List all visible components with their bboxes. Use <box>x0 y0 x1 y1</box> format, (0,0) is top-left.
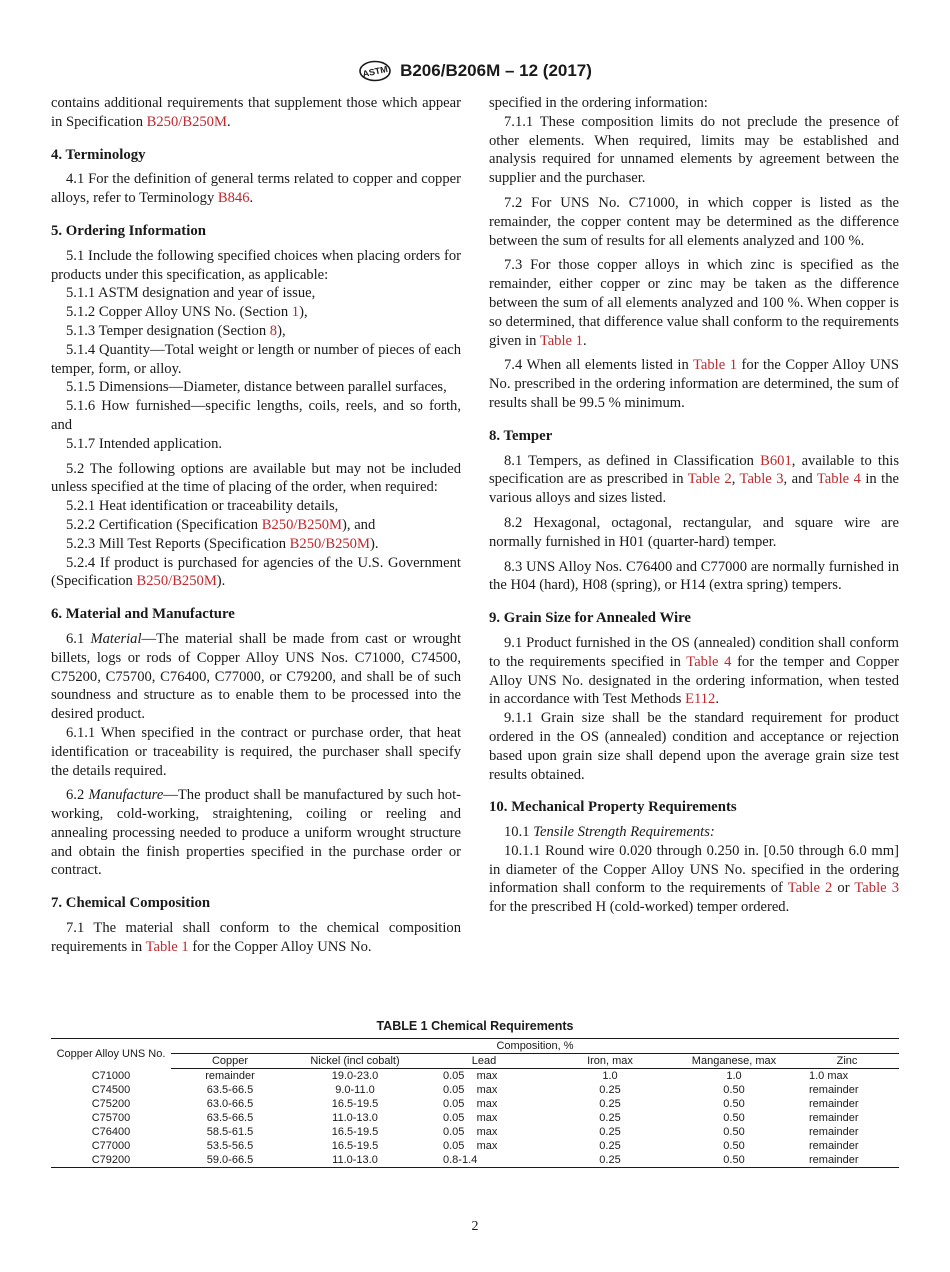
document-id: B206/B206M – 12 (2017) <box>400 61 592 80</box>
table-cell: 63.5-66.5 <box>206 1112 254 1124</box>
table-cell: C75700 <box>91 1112 131 1124</box>
table-cell: 0.25 <box>599 1112 621 1124</box>
paragraph-5-1-3: 5.1.3 Temper designation (Section 8), <box>66 322 286 339</box>
paragraph-5-2-2: 5.2.2 Certification (Specification B250/B250M), and <box>66 516 376 533</box>
table-title: TABLE 1 Chemical Requirements <box>376 1019 574 1033</box>
paragraph-5-1-7: 5.1.7 Intended application. <box>66 435 223 452</box>
table-cell: 0.25 <box>599 1126 621 1138</box>
section-heading-9: 9. Grain Size for Annealed Wire <box>489 610 691 627</box>
table-cell: 19.0-23.0 <box>331 1070 379 1082</box>
table-cell: remainder <box>795 1153 899 1168</box>
table-row <box>51 1083 899 1097</box>
ref-link[interactable]: B250/B250M <box>289 535 370 552</box>
chemical-requirements-table <box>51 1038 899 1168</box>
group-header-composition: Composition, % <box>171 1039 899 1054</box>
paragraph-8-2: 8.2 Hexagonal, octagonal, rectangular, and square wire are normally furnished in H01 (quarter-hard) temper. <box>489 514 899 550</box>
table-cell: 16.5-19.5 <box>331 1140 379 1152</box>
ref-link[interactable]: 1 <box>291 304 300 321</box>
page-number: 2 <box>471 1219 479 1234</box>
paragraph-7-1-1: 7.1.1 These composition limits do not preclude the presence of other elements. When required, limits may be established and analysis required for unnamed elements by agreement between the supplier and the purchaser. <box>489 113 899 187</box>
ref-link[interactable]: B250/B250M <box>136 573 217 590</box>
table-row <box>51 1153 899 1168</box>
paragraph-9-1-1: 9.1.1 Grain size shall be the standard requirement for product ordered in the OS (annealed) condition and acceptance or rejection based upon grain size shall depend upon the average grain size test results obtained. <box>489 710 899 783</box>
paragraph-5-2: 5.2 The following options are available but may not be included unless specified at the time of placing of the order, when required: <box>51 460 461 496</box>
table-cell: 0.50 <box>723 1098 745 1110</box>
paragraph-6-1-1: 6.1.1 When specified in the contract or purchase order, that heat identification or traceability is required, the purchaser shall specify the details required. <box>51 724 461 779</box>
paragraph-8-1: 8.1 Tempers, as defined in Classification B601, available to this specification are as prescribed in Table 2, Table 3, and Table 4 in the various alloys and sizes listed. <box>489 452 899 507</box>
col-header: Iron, max <box>547 1054 673 1069</box>
ref-link[interactable]: Table 2 <box>687 471 732 488</box>
table-row <box>51 1139 899 1153</box>
table-cell: 0.50 <box>723 1112 745 1124</box>
table-cell: C75200 <box>91 1098 131 1110</box>
table-cell: 16.5-19.5 <box>331 1098 379 1110</box>
col-header: Manganese, max <box>673 1054 795 1069</box>
table-cell: 1.0 <box>602 1070 618 1082</box>
table-row <box>51 1069 899 1084</box>
ref-link[interactable]: B846 <box>217 190 250 207</box>
paragraph-5-1-2: 5.1.2 Copper Alloy UNS No. (Section 1), <box>66 304 308 321</box>
table-cell: 63.0-66.5 <box>206 1098 254 1110</box>
table-cell: 63.5-66.5 <box>206 1084 254 1096</box>
paragraph-5-1-4: 5.1.4 Quantity—Total weight or length or number of pieces of each temper, form, or alloy. <box>51 341 461 377</box>
paragraph-5-1: 5.1 Include the following specified choices when placing orders for products under this specification, as applicable: <box>51 247 461 283</box>
svg-text:ASTM: ASTM <box>361 63 389 80</box>
col-header: Lead <box>421 1054 547 1069</box>
ref-link[interactable]: Table 3 <box>739 471 784 488</box>
paragraph-5-1-1: 5.1.1 ASTM designation and year of issue, <box>66 285 316 302</box>
ref-link[interactable]: Table 2 <box>787 880 833 897</box>
table-cell: remainder <box>205 1070 255 1082</box>
ref-link[interactable]: Table 1 <box>693 357 738 374</box>
table-cell: 0.05 max <box>443 1140 498 1152</box>
paragraph-4-1: 4.1 For the definition of general terms related to copper and copper alloys, refer to Terminology B846. <box>51 171 461 207</box>
table-cell: 0.05 max <box>443 1126 498 1138</box>
section-heading-4: 4. Terminology <box>51 146 146 163</box>
table-cell: remainder <box>809 1112 859 1124</box>
table-cell: C71000 <box>91 1069 131 1082</box>
table-cell: 0.05 max <box>443 1084 498 1096</box>
paragraph-continued: contains additional requirements that supplement those which appear in Specification B250/B250M. <box>51 95 461 130</box>
section-heading-6: 6. Material and Manufacture <box>51 606 235 623</box>
left-column <box>51 94 461 957</box>
section-heading-10: 10. Mechanical Property Requirements <box>489 799 737 816</box>
table-cell: 0.25 <box>599 1140 621 1152</box>
col-header: Nickel (incl cobalt) <box>289 1054 421 1069</box>
paragraph-7-3: 7.3 For those copper alloys in which zinc is specified as the remainder, either copper or zinc may be taken as the difference between the sum of all elements analyzed and 100 %. When copper is so determined, that difference value shall conform to the requirements given in Table 1. <box>489 257 899 349</box>
table-cell: 0.05 max <box>443 1070 498 1082</box>
table-cell: 0.25 <box>599 1084 621 1096</box>
paragraph-7-4: 7.4 When all elements listed in Table 1 for the Copper Alloy UNS No. prescribed in the ordering information are determined, the sum of results shall be 99.5 % minimum. <box>489 357 899 411</box>
paragraph-7-1: 7.1 The material shall conform to the chemical composition requirements in Table 1 for the Copper Alloy UNS No. <box>51 920 461 955</box>
table-cell: 0.05 max <box>443 1098 498 1110</box>
ref-link[interactable]: B250/B250M <box>146 113 227 130</box>
section-heading-7: 7. Chemical Composition <box>51 895 211 912</box>
table-cell: 0.8-1.4 <box>421 1153 547 1168</box>
table-cell: 53.5-56.5 <box>206 1140 254 1152</box>
table-row <box>51 1125 899 1139</box>
ref-link[interactable]: E112 <box>685 691 716 708</box>
paragraph-continued: specified in the ordering information: <box>489 95 708 111</box>
table-cell: C74500 <box>91 1084 131 1096</box>
table-cell: remainder <box>809 1126 859 1138</box>
section-heading-8: 8. Temper <box>489 427 553 444</box>
table-cell: C79200 <box>51 1153 171 1168</box>
ref-link[interactable]: Table 4 <box>686 653 732 670</box>
table-cell: 1.0 max <box>809 1070 849 1082</box>
table-cell: 1.0 <box>726 1070 742 1082</box>
paragraph-9-1: 9.1 Product furnished in the OS (annealed) condition shall conform to the requirements specified in Table 4 for the temper and Copper Alloy UNS No. designated in the ordering information, when tested in accordance with Test Methods E112. <box>489 634 899 708</box>
table-cell: C76400 <box>91 1126 131 1138</box>
ref-link[interactable]: Table 1 <box>145 938 189 955</box>
table-cell: 59.0-66.5 <box>171 1153 289 1168</box>
ref-link[interactable]: B250/B250M <box>261 516 343 533</box>
astm-logo-icon <box>358 60 392 82</box>
paragraph-5-2-4: 5.2.4 If product is purchased for agencies of the U.S. Government (Specification B250/B250M). <box>51 554 461 590</box>
table-cell: 0.50 <box>723 1140 745 1152</box>
paragraph-5-2-1: 5.2.1 Heat identification or traceability details, <box>66 498 339 515</box>
table-cell: 0.50 <box>723 1084 745 1096</box>
ref-link[interactable]: B601 <box>760 452 792 469</box>
table-1-container <box>51 1019 899 1168</box>
ref-link[interactable]: Table 1 <box>539 332 583 349</box>
paragraph-10-1: 10.1 Tensile Strength Requirements: <box>504 824 715 841</box>
right-column <box>489 94 899 917</box>
col-header: Copper <box>171 1054 289 1069</box>
page-header <box>0 58 950 84</box>
table-cell: 0.50 <box>673 1153 795 1168</box>
table-cell: remainder <box>809 1084 859 1096</box>
col-header: Zinc <box>795 1054 899 1069</box>
table-cell: 16.5-19.5 <box>331 1126 379 1138</box>
table-cell: 0.25 <box>547 1153 673 1168</box>
paragraph-6-1: 6.1 Material—The material shall be made from cast or wrought billets, logs or rods of Copper Alloy UNS Nos. C71000, C74500, C75200, C75700, C76400, C77000, or C79200, and shall be of such soundness and structure as to enable them to be processed into the desired product. <box>51 630 462 723</box>
paragraph-7-2: 7.2 For UNS No. C71000, in which copper is listed as the remainder, the copper content may be determined as the difference between the sum of results for all elements analyzed and 100 %. <box>489 194 899 249</box>
col-header-alloy: Copper Alloy UNS No. <box>51 1039 171 1069</box>
table-cell: 0.50 <box>723 1126 745 1138</box>
table-row <box>51 1111 899 1125</box>
ref-link[interactable]: Table 3 <box>854 880 899 897</box>
table-cell: remainder <box>809 1140 859 1152</box>
table-cell: 58.5-61.5 <box>206 1126 254 1138</box>
table-cell: 11.0-13.0 <box>332 1112 378 1124</box>
paragraph-5-1-6: 5.1.6 How furnished—specific lengths, coils, reels, and so forth, and <box>51 398 461 433</box>
table-cell: 9.0-11.0 <box>335 1084 375 1096</box>
table-cell: remainder <box>809 1098 859 1110</box>
table-row <box>51 1097 899 1111</box>
ref-link[interactable]: Table 4 <box>816 471 861 488</box>
table-cell: 0.25 <box>599 1098 621 1110</box>
ref-link[interactable]: 8 <box>269 322 278 339</box>
paragraph-10-1-1: 10.1.1 Round wire 0.020 through 0.250 in. [0.50 through 6.0 mm] in diameter of the Copper Alloy UNS No. specified in the ordering information shall conform to the requirements of Table 2 or Table 3 for the prescribed H (cold-worked) temper ordered. <box>489 842 899 916</box>
paragraph-5-1-5: 5.1.5 Dimensions—Diameter, distance between parallel surfaces, <box>66 379 447 396</box>
paragraph-5-2-3: 5.2.3 Mill Test Reports (Specification B250/B250M). <box>66 535 379 552</box>
table-cell: 11.0-13.0 <box>289 1153 421 1168</box>
paragraph-8-3: 8.3 UNS Alloy Nos. C76400 and C77000 are normally furnished in the H04 (hard), H08 (spring), or H14 (extra spring) tempers. <box>489 558 899 594</box>
paragraph-6-2: 6.2 Manufacture—The product shall be manufactured by such hot-working, cold-working, straightening, coiling or reeling and annealing processing needed to produce a uniform wrought structure and obtain the finish properties specified in the purchase order or contract. <box>51 787 461 879</box>
table-cell: C77000 <box>91 1140 131 1152</box>
table-cell: 0.05 max <box>443 1112 498 1124</box>
section-heading-5: 5. Ordering Information <box>51 222 206 239</box>
